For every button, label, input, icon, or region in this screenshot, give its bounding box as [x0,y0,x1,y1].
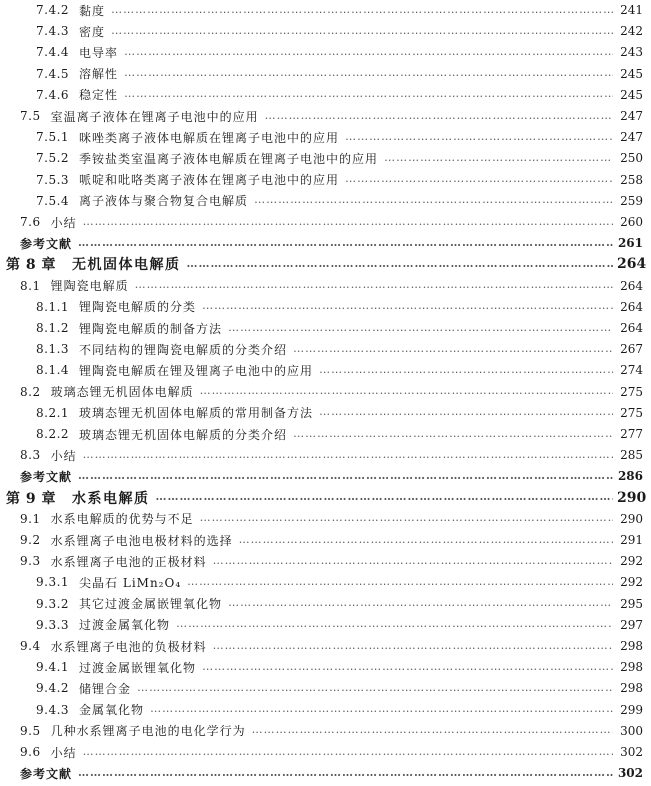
toc-entry-number: 9.4.3 [36,702,70,717]
toc-entry-number: 8.1.2 [36,321,70,335]
toc-page-number: 264 [620,278,643,293]
toc-entry-number: 8.1.1 [36,299,70,314]
toc-entry-number: 第 9 章 [6,490,56,507]
toc-entry-title: 玻璃态锂无机固体电解质的常用制备方法 [79,406,314,421]
toc-entry-number: 8.1.4 [36,363,70,378]
toc-dot-leader [124,87,613,100]
toc-entry-number: 9.5 [20,723,41,738]
toc-entry-row [0,742,651,762]
toc-entry-title: 密度 [79,24,106,39]
toc-page-number: 274 [620,363,643,378]
toc-dot-leader [252,723,613,736]
toc-page-number: 258 [620,172,643,187]
toc-page-number: 261 [617,236,643,251]
toc-page-number: 245 [620,66,643,81]
toc-entry-number: 8.2.1 [36,405,70,420]
toc-entry-row [0,276,651,296]
toc-entry-title: 小结 [50,448,77,463]
toc-dot-leader [202,660,613,673]
toc-page-number: 286 [617,469,643,484]
toc-entry-row [0,615,651,635]
toc-entry-title: 参考文献 [20,469,73,484]
toc-dot-leader [345,172,613,185]
toc-entry-number: 7.5.3 [36,172,70,187]
toc-entry-title: 无机固体电解质 [72,257,181,274]
toc-entry-number: 9.4 [20,639,41,653]
toc-dot-leader [200,511,613,524]
toc-page-number: 290 [620,511,643,526]
toc-entry-title: 锂陶瓷电解质的分类 [79,300,197,315]
toc-entry-row [0,700,651,720]
toc-entry-number: 8.2.2 [36,427,70,441]
toc-entry-row [0,0,651,20]
toc-entry-number: 9.4.2 [36,681,70,696]
toc-dot-leader [213,639,613,652]
toc-page-number: 291 [620,533,643,547]
toc-page-number: 302 [617,766,643,781]
toc-dot-leader [83,448,613,461]
toc-page-number: 245 [620,87,643,102]
toc-entry-number: 9.6 [20,745,41,759]
toc-entry-title: 小结 [50,745,77,760]
toc-dot-leader [78,766,613,779]
toc-dot-leader [150,702,613,715]
toc-dot-leader [187,257,614,270]
toc-entry-row [0,572,651,592]
toc-page-number: 264 [620,321,643,335]
toc-dot-leader [345,130,613,143]
toc-entry-row [0,657,651,677]
toc-dot-leader [319,363,613,376]
toc-dot-leader [83,745,613,758]
toc-page-number: 290 [617,489,647,506]
toc-page-number: 260 [620,215,643,229]
toc-entry-title: 黏度 [79,3,106,18]
toc-entry-number: 9.4.1 [36,660,70,675]
toc-entry-number: 9.3.1 [36,575,70,590]
toc-dot-leader [384,151,613,164]
toc-dot-leader [124,66,613,79]
toc-dot-leader [228,596,613,609]
toc-dot-leader [254,193,613,206]
toc-entry-title: 玻璃态锂无机固体电解质 [50,385,194,400]
toc-entry-title: 金属氧化物 [79,703,145,718]
toc-page-number: 250 [620,151,643,166]
toc-dot-leader [319,405,613,418]
toc-references-row [0,466,651,486]
toc-entry-row [0,509,651,529]
toc-entry-title: 稳定性 [79,88,119,103]
toc-entry-row [0,678,651,698]
toc-entry-title: 玻璃态锂无机固体电解质的分类介绍 [79,427,288,442]
toc-dot-leader [239,533,613,546]
toc-entry-number: 7.4.4 [36,45,70,60]
toc-entry-row [0,106,651,126]
toc-entry-number: 9.1 [20,511,41,526]
toc-page-number: 297 [620,617,643,632]
toc-entry-row [0,85,651,105]
toc-page-number: 277 [620,427,643,441]
toc-entry-number: 7.5 [20,109,41,123]
toc-entry-number: 7.6 [20,215,41,229]
toc-entry-row [0,21,651,41]
toc-dot-leader [265,109,613,122]
toc-entry-row [0,297,651,317]
toc-dot-leader [293,342,613,355]
toc-entry-row [0,360,651,380]
toc-page-number: 298 [620,660,643,675]
toc-page-number: 300 [620,723,643,738]
toc-entry-number: 7.4.5 [36,66,70,81]
toc-entry-number: 7.5.4 [36,193,70,208]
toc-chapter-row [0,488,651,508]
toc-entry-title: 水系锂离子电池的正极材料 [50,554,207,569]
toc-entry-row [0,403,651,423]
toc-page-number: 247 [620,130,643,145]
toc-page-number: 299 [620,702,643,717]
toc-dot-leader [213,554,613,567]
toc-entry-number: 7.4.6 [36,87,70,102]
toc-entry-title: 咪唑类离子液体电解质在锂离子电池中的应用 [79,130,340,145]
toc-entry-row [0,445,651,465]
toc-page-number: 267 [620,342,643,357]
toc-dot-leader [111,24,613,37]
toc-dot-leader [202,299,613,312]
toc-entry-row [0,530,651,550]
toc-entry-row [0,148,651,168]
toc-entry-row [0,551,651,571]
toc-entry-title: 锂陶瓷电解质 [50,279,129,294]
toc-references-row [0,763,651,783]
toc-page-number: 275 [620,384,643,399]
toc-entry-row [0,64,651,84]
toc-dot-leader [78,469,613,482]
toc-entry-title: 其它过渡金属嵌锂氧化物 [79,597,223,612]
toc-entry-title: 电导率 [79,45,119,60]
toc-entry-number: 8.1.3 [36,342,70,357]
toc-page-number: 247 [620,109,643,123]
toc-entry-number: 9.3 [20,554,41,569]
toc-entry-title: 室温离子液体在锂离子电池中的应用 [50,109,259,124]
toc-dot-leader [83,215,613,228]
toc-entry-row [0,42,651,62]
toc-entry-number: 7.4.2 [36,3,70,17]
toc-entry-title: 锂陶瓷电解质的制备方法 [79,321,223,336]
toc-entry-row [0,339,651,359]
toc-entry-title: 储锂合金 [79,681,132,696]
toc-entry-row [0,127,651,147]
toc-entry-row [0,318,651,338]
toc-entry-row [0,212,651,232]
toc-page-number: 275 [620,405,643,420]
toc-entry-title: 不同结构的锂陶瓷电解质的分类介绍 [79,342,288,357]
toc-page-number: 243 [620,45,643,60]
toc-dot-leader [124,45,613,58]
toc-entry-title: 参考文献 [20,766,73,781]
toc-entry-number: 9.3.3 [36,617,70,632]
toc-dot-leader [78,236,613,249]
toc-entry-number: 9.2 [20,533,41,547]
toc-page-number: 298 [620,681,643,696]
toc-entry-title: 尖晶石 LiMn₂O₄ [79,575,182,590]
toc-entry-number: 7.5.1 [36,130,70,145]
toc-entry-title: 几种水系锂离子电池的电化学行为 [50,724,246,739]
toc-entry-title: 水系电解质的优势与不足 [50,512,194,527]
toc-dot-leader [228,321,613,334]
toc-entry-number: 7.4.3 [36,24,70,39]
toc-entry-title: 水系锂离子电池电极材料的选择 [50,533,233,548]
toc-entry-number: 9.3.2 [36,596,70,611]
toc-dot-leader [176,617,613,630]
toc-entry-title: 离子液体与聚合物复合电解质 [79,194,249,209]
toc-entry-row [0,594,651,614]
toc-entry-title: 哌啶和吡咯类离子液体在锂离子电池中的应用 [79,173,340,188]
toc-entry-number: 第 8 章 [6,257,56,274]
toc-dot-leader [200,384,613,397]
toc-page-number: 241 [620,3,643,17]
toc-page-number: 298 [620,639,643,653]
toc-dot-leader [156,490,614,503]
toc-chapter-row [0,254,651,274]
toc-entry-number: 8.3 [20,448,41,463]
toc-page-number: 259 [620,193,643,208]
toc-entry-number: 8.1 [20,278,41,293]
toc-entry-row [0,170,651,190]
toc-page-number: 292 [620,575,643,590]
toc-page-number: 295 [620,596,643,611]
toc-entry-title: 参考文献 [20,236,73,251]
toc-page-number: 242 [620,24,643,39]
toc-dot-leader [293,427,613,440]
toc-entry-title: 水系电解质 [72,490,150,507]
toc-page-number: 302 [620,745,643,759]
toc-dot-leader [137,681,613,694]
toc-entry-title: 水系锂离子电池的负极材料 [50,639,207,654]
toc-entry-row [0,424,651,444]
toc-entry-title: 锂陶瓷电解质在锂及锂离子电池中的应用 [79,363,314,378]
toc-entry-row [0,636,651,656]
toc-entry-title: 溶解性 [79,67,119,82]
toc-entry-row [0,382,651,402]
toc-entry-row [0,191,651,211]
toc-entry-title: 季铵盐类室温离子液体电解质在锂离子电池中的应用 [79,151,379,166]
toc-entry-number: 8.2 [20,384,41,399]
toc-entry-number: 7.5.2 [36,151,70,166]
toc-entry-row [0,721,651,741]
toc-dot-leader [187,575,613,588]
toc-entry-title: 过渡金属嵌锂氧化物 [79,660,197,675]
toc-entry-title: 小结 [50,215,77,230]
toc-page-number: 285 [620,448,643,463]
toc-page-number: 292 [620,554,643,569]
toc-page-number: 264 [620,299,643,314]
toc-dot-leader [111,3,613,16]
toc-dot-leader [135,278,613,291]
toc-references-row [0,233,651,253]
toc-page-number: 264 [617,256,647,273]
toc-entry-title: 过渡金属氧化物 [79,618,171,633]
